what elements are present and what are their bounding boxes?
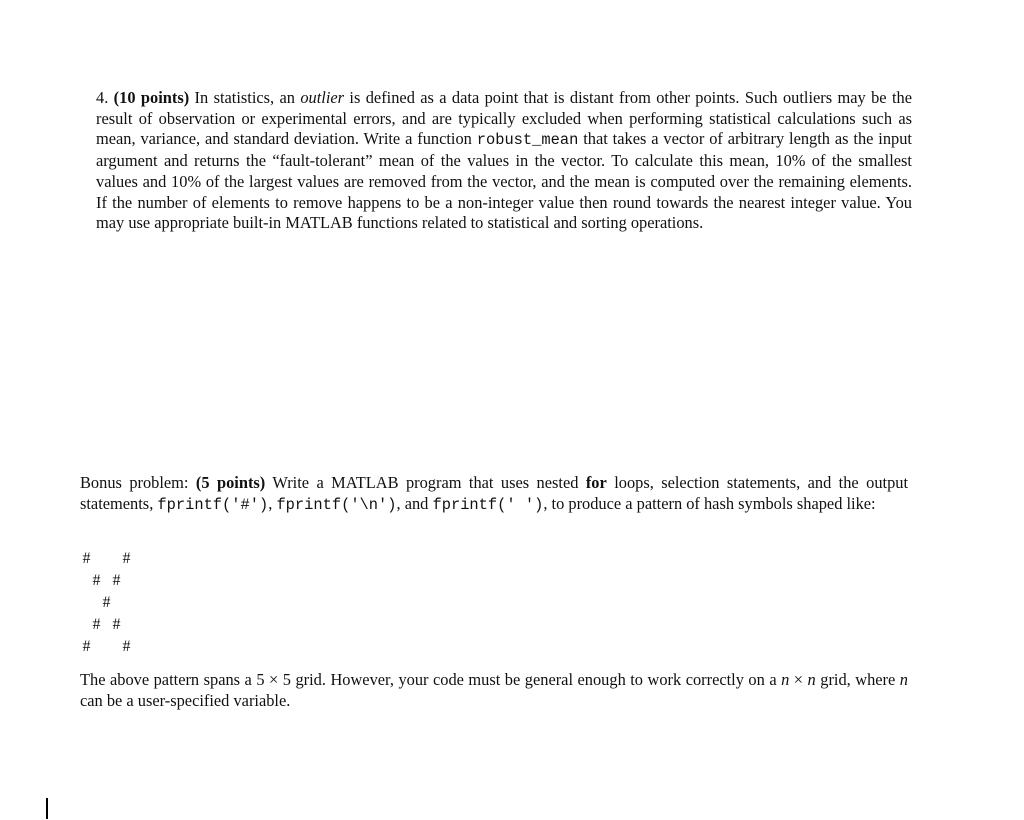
problem-4-text-part-3: that takes a vector of arbitrary length as the input argument and returns the “fault-tolerant” mean of the values in the vector. To calculate this mean, 10% of the smallest values and 10% of the largest values are removed from the vector, and the mean is computed over the remaining elements. If the number of elements to remove happens to be a non-integer value then round towards the nearest integer value. You may use appropriate built-in MATLAB functions related to statistical and sorting operations. bbox=[96, 129, 912, 233]
hash-symbol: # bbox=[122, 638, 131, 655]
problem-number: 4. bbox=[96, 88, 109, 107]
problem-4-text bbox=[96, 88, 912, 234]
bonus-label: Bonus problem: bbox=[80, 473, 189, 492]
pattern-row-5 bbox=[79, 638, 159, 658]
hash-pattern bbox=[79, 550, 159, 660]
pattern-row-3 bbox=[79, 594, 159, 614]
hash-symbol: # bbox=[92, 616, 101, 633]
code-fprintf-space: fprintf(' ') bbox=[432, 495, 544, 514]
bonus-separator-2: , and bbox=[396, 493, 433, 513]
bonus-separator-1: , bbox=[268, 493, 277, 513]
variable-n: n bbox=[807, 670, 816, 689]
problem-4-text-part-1: In statistics, an bbox=[189, 88, 301, 107]
times-symbol: × bbox=[789, 670, 808, 689]
closing-text bbox=[80, 670, 908, 711]
bonus-text-part-1: Write a MATLAB program that uses nested bbox=[265, 473, 586, 492]
hash-symbol: # bbox=[122, 550, 131, 567]
hash-symbol: # bbox=[102, 594, 111, 611]
bonus-problem-text bbox=[80, 473, 908, 515]
text-cursor bbox=[46, 798, 48, 819]
code-fprintf-newline: fprintf('\n') bbox=[276, 495, 397, 514]
closing-text-part-2: grid, where bbox=[815, 670, 900, 689]
hash-symbol: # bbox=[82, 550, 91, 567]
hash-symbol: # bbox=[112, 572, 121, 589]
function-name-robust-mean: robust_mean bbox=[476, 131, 579, 150]
hash-symbol: # bbox=[82, 638, 91, 655]
pattern-row-4 bbox=[79, 616, 159, 636]
closing-text-part-1: The above pattern spans a 5 × 5 grid. However, your code must be general enough to work correctly on a bbox=[80, 670, 782, 689]
outlier-term: outlier bbox=[300, 88, 345, 107]
hash-symbol: # bbox=[112, 616, 121, 633]
problem-4-points: (10 points) bbox=[113, 88, 190, 107]
bonus-text-part-2: loops, selection statements, and the output statements, bbox=[80, 473, 909, 513]
hash-symbol: # bbox=[92, 572, 101, 589]
bonus-text-part-3: , to produce a pattern of hash symbols shaped like: bbox=[543, 493, 876, 513]
pattern-row-2 bbox=[79, 572, 159, 592]
bonus-points: (5 points) bbox=[195, 473, 266, 492]
for-keyword: for bbox=[585, 473, 607, 492]
code-fprintf-hash: fprintf('#') bbox=[157, 495, 269, 514]
closing-text-part-3: can be a user-specified variable. bbox=[80, 690, 291, 710]
problem-4-text-part-2: is defined as a data point that is distant from other points. Such outliers may be the result of observation or experimental errors, and are typically excluded when performing statistical calculations such as mean, variance, and standard deviation. Write a function bbox=[96, 88, 912, 149]
variable-n: n bbox=[781, 670, 790, 689]
pattern-row-1 bbox=[79, 550, 159, 570]
variable-n: n bbox=[899, 670, 908, 689]
